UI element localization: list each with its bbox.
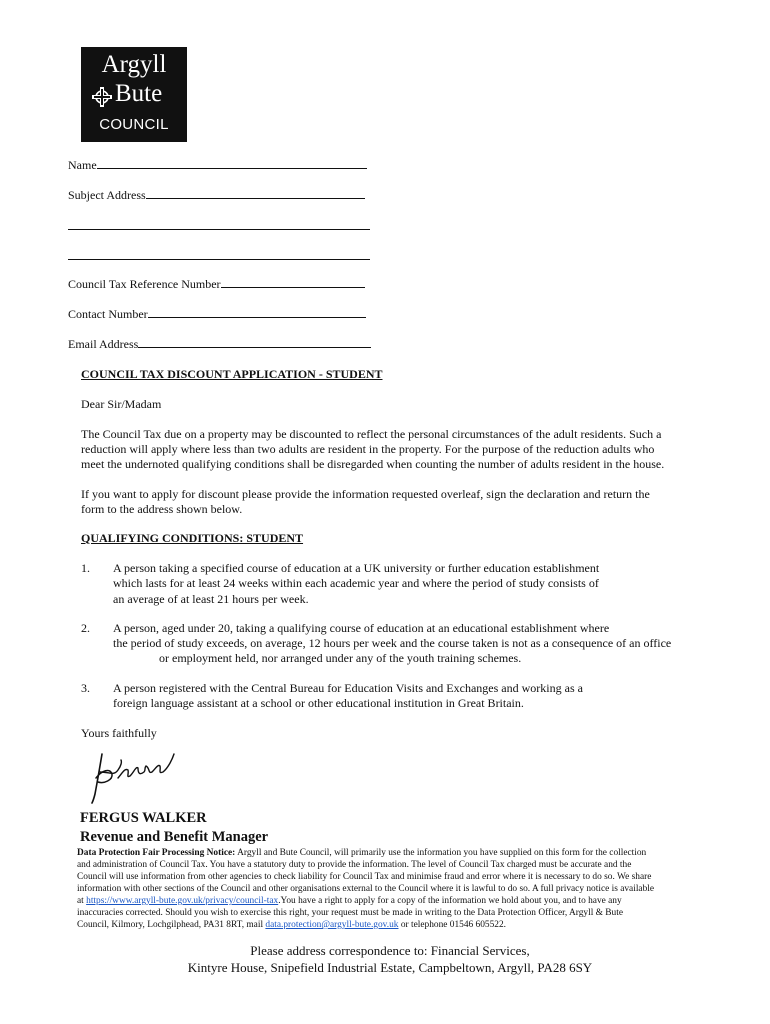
paragraph-1-line-3: meet the undernoted qualifying conditions shall be disregarded when counting the number of adults resident in the house.	[81, 457, 665, 471]
condition-2-line-1: A person, aged under 20, taking a qualifying course of education at an educational establishment where	[113, 621, 610, 635]
data-protection-line-5-pre: at	[77, 896, 87, 906]
contact-number-input-line[interactable]	[148, 306, 366, 318]
privacy-notice-link[interactable]: https://www.argyll-bute.gov.uk/privacy/council-tax	[86, 896, 279, 906]
contact-number-field[interactable]	[68, 306, 366, 321]
subject-address-input-line[interactable]	[146, 187, 365, 199]
data-protection-email-link[interactable]: data.protection@argyll-bute.gov.uk	[265, 920, 399, 930]
letter-heading: COUNCIL TAX DISCOUNT APPLICATION - STUDENT	[81, 367, 383, 381]
name-input-line[interactable]	[97, 157, 367, 169]
paragraph-2-line-2: form to the address shown below.	[81, 502, 243, 516]
condition-3-number: 3.	[81, 681, 90, 695]
paragraph-2-line-1: If you want to apply for discount please provide the information requested overleaf, sign the declaration and return the	[81, 487, 650, 501]
address-line-2[interactable]	[68, 229, 370, 230]
closing: Yours faithfully	[81, 726, 157, 740]
logo-text-bute: Bute	[115, 80, 163, 107]
condition-2-number: 2.	[81, 621, 90, 635]
name-label: Name	[68, 158, 97, 172]
data-protection-line-4: information with other sections of the Council and other organisations external to the Council where it is lawful to do so. A full privacy notice is available	[77, 884, 655, 894]
email-address-label: Email Address	[68, 337, 139, 351]
signatory-name: FERGUS WALKER	[80, 810, 207, 826]
data-protection-line-6: inaccuracies corrected. Should you wish to exercise this right, your request must be made in writing to the Data Protection Officer, Argyll & Bute	[77, 908, 624, 918]
council-tax-ref-field[interactable]	[68, 276, 365, 291]
condition-2-line-3: or employment held, nor arranged under any of the youth training schemes.	[159, 651, 522, 665]
data-protection-line-5-post: .You have a right to apply for a copy of the information we hold about you, and to have any	[278, 896, 622, 906]
council-tax-ref-input-line[interactable]	[221, 276, 365, 288]
signatory-title: Revenue and Benefit Manager	[80, 829, 269, 845]
data-protection-line-2: and administration of Council Tax. You have a statutory duty to provide the information. The level of Council Tax charged must be accurate and the	[77, 860, 632, 870]
data-protection-line-1: Argyll and Bute Council, will primarily use the information you have supplied on this form for the collection	[235, 848, 647, 858]
email-address-input-line[interactable]	[138, 336, 371, 348]
condition-2-line-2: the period of study exceeds, on average, 12 hours per week and the course taken is not as a consequence of an office	[113, 636, 672, 650]
handwritten-signature	[88, 748, 180, 804]
data-protection-line-7-pre: Council, Kilmory, Lochgilphead, PA31 8RT, mail	[77, 920, 266, 930]
paragraph-1-line-1: The Council Tax due on a property may be discounted to reflect the personal circumstances of the adult residents. Such a	[81, 427, 662, 441]
condition-1-line-1: A person taking a specified course of education at a UK university or further education establishment	[113, 561, 600, 575]
conditions-heading: QUALIFYING CONDITIONS: STUDENT	[81, 531, 304, 545]
subject-address-label: Subject Address	[68, 188, 146, 202]
name-field[interactable]	[68, 157, 367, 172]
correspondence-line-2: Kintyre House, Snipefield Industrial Estate, Campbeltown, Argyll, PA28 6SY	[187, 960, 593, 975]
address-line-3[interactable]	[68, 259, 370, 260]
logo-text-argyll: Argyll	[101, 51, 167, 78]
data-protection-line-3: Council will use information from other agencies to check liability for Council Tax and minimise fraud and error where it is necessary to do so. We share	[77, 872, 652, 882]
correspondence-line-1: Please address correspondence to: Financial Services,	[250, 943, 530, 958]
condition-3-line-1: A person registered with the Central Bureau for Education Visits and Exchanges and working as a	[113, 681, 583, 695]
condition-3-line-2: foreign language assistant at a school or other educational institution in Great Britain.	[113, 696, 524, 710]
salutation: Dear Sir/Madam	[81, 397, 162, 411]
data-protection-label: Data Protection Fair Processing Notice:	[77, 848, 236, 858]
email-address-field[interactable]	[68, 336, 371, 351]
paragraph-1-line-2: reduction will apply where less than two adults are resident in the property. For the purpose of the reduction adults who	[81, 442, 655, 456]
data-protection-line-7-post: or telephone 01546 605522.	[398, 920, 507, 930]
condition-1-line-3: an average of at least 21 hours per week.	[113, 592, 309, 606]
celtic-cross-icon	[91, 86, 113, 108]
council-logo	[81, 47, 187, 142]
condition-1-line-2: which lasts for at least 24 weeks within each academic year and where the period of study consists of	[113, 576, 599, 590]
logo-text-council: COUNCIL	[99, 116, 169, 133]
data-protection-notice	[77, 847, 707, 931]
subject-address-field[interactable]	[68, 187, 365, 202]
condition-1-number: 1.	[81, 561, 90, 575]
contact-number-label: Contact Number	[68, 307, 148, 321]
council-tax-ref-label: Council Tax Reference Number	[68, 277, 221, 291]
